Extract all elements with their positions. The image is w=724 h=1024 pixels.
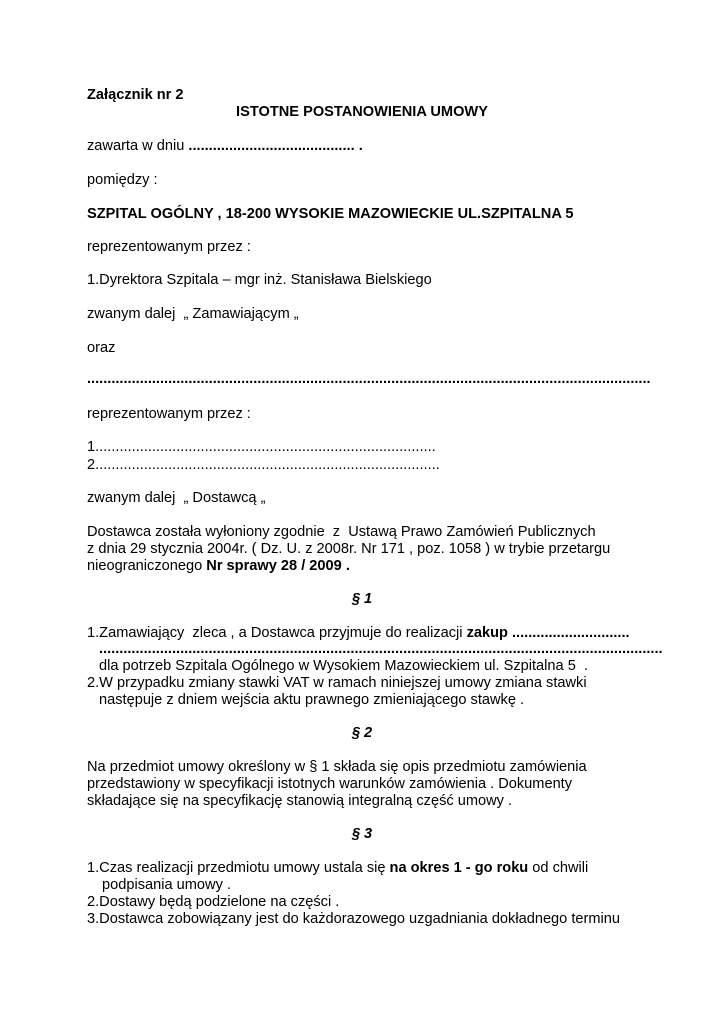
section-3-point-2: 2.Dostawy będą podzielone na części . xyxy=(87,894,340,910)
section-3-point-1-line-2: podpisania umowy . xyxy=(102,877,231,893)
contract-period: na okres 1 - go roku xyxy=(389,860,529,876)
signed-date-dots: ......................................... . xyxy=(188,138,363,154)
document-title: ISTOTNE POSTANOWIENIA UMOWY xyxy=(236,104,488,120)
selection-line-3-prefix: nieograniczonego xyxy=(87,558,207,574)
section-1-point-2-line-1: 2.W przypadku zmiany stawki VAT w ramach niniejszej umowy zmiana stawki xyxy=(87,675,587,691)
section-3-point-1-prefix: 1.Czas realizacji przedmiotu umowy ustala się xyxy=(87,860,390,876)
section-3-point-3: 3.Dostawca zobowiązany jest do każdorazowego uzgadniania dokładnego terminu xyxy=(87,911,621,927)
supplier-alias: zwanym dalej „ Dostawcą „ xyxy=(87,490,266,506)
representative-1: 1.................................................................................... xyxy=(87,439,436,455)
section-2-line-1: Na przedmiot umowy określony w § 1 składa się opis przedmiotu zamówienia xyxy=(87,759,587,775)
section-1-point-1-prefix: 1.Zamawiający zleca , a Dostawca przyjmuje do realizacji xyxy=(87,625,467,641)
between-label: pomiędzy : xyxy=(87,172,158,188)
director-line: 1.Dyrektora Szpitala – mgr inż. Stanisława Bielskiego xyxy=(87,272,432,288)
selection-line-3 xyxy=(87,558,350,575)
attachment-label: Załącznik nr 2 xyxy=(87,87,184,103)
signed-date-line xyxy=(87,138,363,155)
section-3-point-1-suffix: od chwili xyxy=(528,860,589,876)
section-3-heading: § 3 xyxy=(351,826,373,842)
section-2-line-3: składające się na specyfikację stanowią integralną część umowy . xyxy=(87,793,513,809)
section-1-point-1 xyxy=(87,625,630,642)
represented-by-label-1: reprezentowanym przez : xyxy=(87,239,251,255)
represented-by-label-2: reprezentowanym przez : xyxy=(87,406,251,422)
case-number: Nr sprawy 28 / 2009 . xyxy=(206,558,350,574)
section-3-point-1 xyxy=(87,860,588,877)
representative-2: 2..................................................................................... xyxy=(87,457,440,473)
hospital-name: SZPITAL OGÓLNY , 18-200 WYSOKIE MAZOWIECKIE UL.SZPITALNA 5 xyxy=(87,206,574,222)
selection-line-1: Dostawca została wyłoniony zgodnie z Ustawą Prawo Zamówień Publicznych xyxy=(87,524,596,540)
signed-date-prefix: zawarta w dniu xyxy=(87,138,189,154)
section-1-heading: § 1 xyxy=(351,591,373,607)
section-1-point-1-end: dla potrzeb Szpitala Ogólnego w Wysokiem Mazowieckiem ul. Szpitalna 5 . xyxy=(99,658,588,674)
selection-line-2: z dnia 29 stycznia 2004r. ( Dz. U. z 2008r. Nr 171 , poz. 1058 ) w trybie przetargu xyxy=(87,541,611,557)
supplier-placeholder: ........................................................................................................................................... xyxy=(87,371,651,387)
buyer-alias: zwanym dalej „ Zamawiającym „ xyxy=(87,306,299,322)
section-2-heading: § 2 xyxy=(351,725,373,741)
section-1-point-2-line-2: następuje z dniem wejścia aktu prawnego zmieniającego stawkę . xyxy=(99,692,525,708)
section-1-point-1-dots: ........................................................................................................................................... xyxy=(99,641,663,657)
and-label: oraz xyxy=(87,340,116,356)
section-2-line-2: przedstawiony w specyfikacji istotnych warunków zamówienia . Dokumenty xyxy=(87,776,573,792)
purchase-subject: zakup ............................. xyxy=(466,625,630,641)
